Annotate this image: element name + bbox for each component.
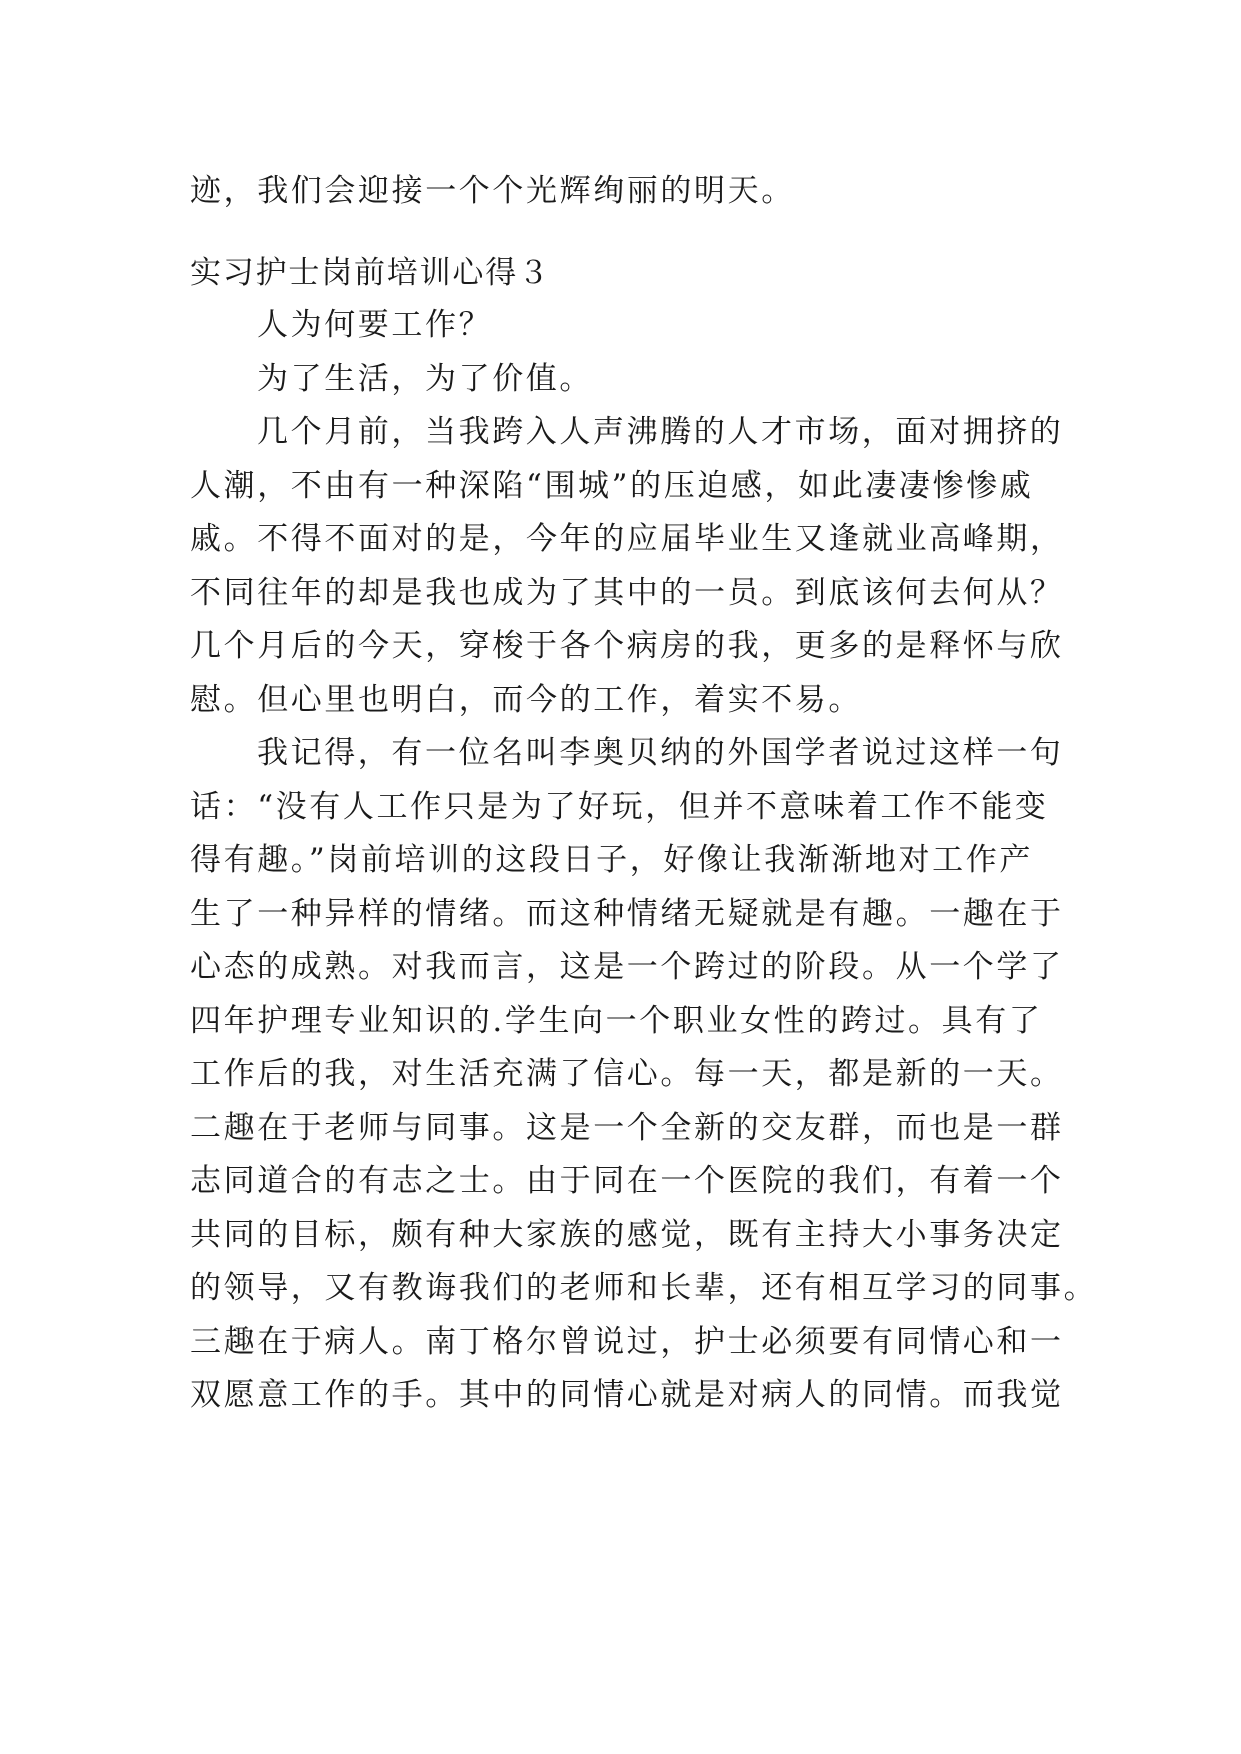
text-line: 慰。但心里也明白，而今的工作，着实不易。 xyxy=(190,682,862,718)
text-line: 不同往年的却是我也成为了其中的一员。到底该何去何从？ xyxy=(190,575,1064,611)
section-heading: 实习护士岗前培训心得３ xyxy=(190,255,551,291)
text-line: 双愿意工作的手。其中的同情心就是对病人的同情。而我觉 xyxy=(190,1377,1064,1413)
text-line: 四年护理专业知识的.学生向一个职业女性的跨过。具有了 xyxy=(190,1003,1043,1039)
text-line: 三趣在于病人。南丁格尔曾说过，护士必须要有同情心和一 xyxy=(190,1324,1064,1360)
text-line: 二趣在于老师与同事。这是一个全新的交友群，而也是一群 xyxy=(190,1110,1064,1146)
text-line: 心态的成熟。对我而言，这是一个跨过的阶段。从一个学了 xyxy=(190,949,1064,985)
text-line: 的领导，又有教诲我们的老师和长辈，还有相互学习的同事。 xyxy=(190,1270,1098,1306)
text-line: 人为何要工作？ xyxy=(257,307,493,343)
text-line: 为了生活，为了价值。 xyxy=(257,361,593,397)
text-line: 得有趣。”岗前培训的这段日子，好像让我渐渐地对工作产 xyxy=(190,842,1033,878)
text-line: 戚。不得不面对的是，今年的应届毕业生又逢就业高峰期， xyxy=(190,521,1064,557)
text-line: 迹，我们会迎接一个个光辉绚丽的明天。 xyxy=(190,173,795,209)
text-line: 几个月前，当我跨入人声沸腾的人才市场，面对拥挤的 xyxy=(257,414,1064,450)
text-line: 人潮，不由有一种深陷“围城”的压迫感，如此凄凄惨惨戚 xyxy=(190,468,1034,504)
text-line: 话：“没有人工作只是为了好玩，但并不意味着工作不能变 xyxy=(190,789,1049,825)
text-line: 几个月后的今天，穿梭于各个病房的我，更多的是释怀与欣 xyxy=(190,628,1064,664)
text-line: 志同道合的有志之士。由于同在一个医院的我们，有着一个 xyxy=(190,1163,1064,1199)
text-line: 工作后的我，对生活充满了信心。每一天，都是新的一天。 xyxy=(190,1056,1064,1092)
text-line: 生了一种异样的情绪。而这种情绪无疑就是有趣。一趣在于 xyxy=(190,896,1064,932)
text-line: 我记得，有一位名叫李奥贝纳的外国学者说过这样一句 xyxy=(257,735,1064,771)
text-line: 共同的目标，颇有种大家族的感觉，既有主持大小事务决定 xyxy=(190,1217,1064,1253)
